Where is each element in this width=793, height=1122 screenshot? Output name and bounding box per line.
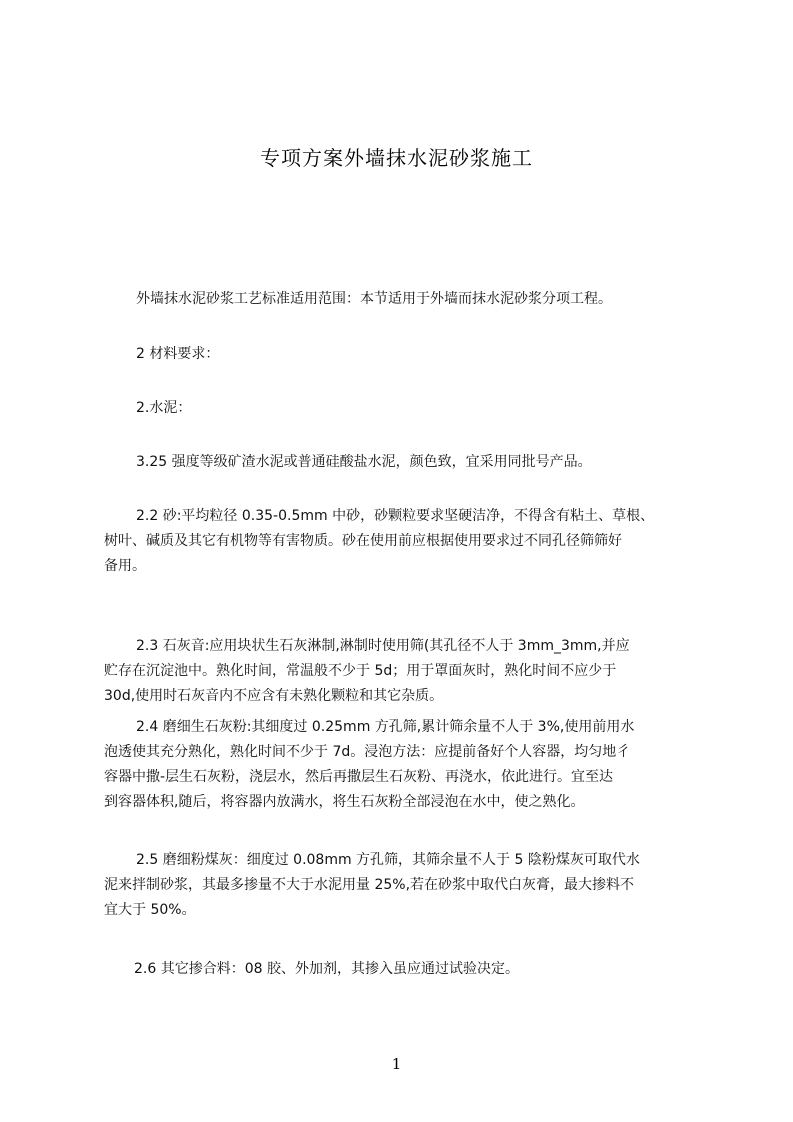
paragraph-line: 容器中撒-层生石灰粉，浇层水，然后再撒层生石灰粉、再浇水，依此进行。宜至达: [104, 769, 614, 785]
paragraph-line: 2.水泥：: [136, 400, 192, 416]
paragraph-line: 到容器体积,随后，将容器内放满水，将生石灰粉全部浸泡在水中，使之熟化。: [104, 794, 585, 810]
paragraph-line: 2 材料要求：: [136, 346, 220, 362]
paragraph-cement-spec: [136, 450, 756, 475]
paragraph-line: 泥来拌制砂浆，其最多掺量不大于水泥用量 25%,若在砂浆中取代白灰膏，最大掺料不: [104, 877, 635, 893]
paragraph-admixtures: [134, 957, 754, 982]
paragraph-line: 宜大于 50%。: [104, 902, 196, 918]
paragraph-material-requirements: [136, 342, 756, 367]
paragraph-line: 3.25 强度等级矿渣水泥或普通硅酸盐水泥，颜色致，宜采用同批号产品。: [136, 454, 592, 470]
paragraph-quicklime-powder: [104, 715, 724, 815]
paragraph-line: 备用。: [104, 558, 146, 574]
paragraph-line: 2.2 砂:平均粒径 0.35-0.5mm 中砂，砂颗粒要求坚硬洁净，不得含有粘土、草根、: [136, 508, 655, 524]
paragraph-line: 外墙抹水泥砂浆工艺标准适用范围：本节适用于外墙而抹水泥砂浆分项工程。: [136, 291, 612, 307]
paragraph-line: 2.6 其它掺合料：08 胶、外加剂，其掺入虽应通过试验决定。: [134, 961, 519, 977]
paragraph-line: 2.3 石灰音:应用块状生石灰淋制,淋制时使用筛(其孔径不人于 3mm_3mm,并应: [136, 638, 630, 654]
paragraph-line: 2.4 磨细生石灰粉:其细度过 0.25mm 方孔筛,累计筛余量不人于 3%,使用前用水: [136, 719, 635, 735]
paragraph-line: 30d,使用时石灰音内不应含有未熟化颗粒和其它杂质。: [104, 688, 444, 704]
paragraph-scope: [136, 287, 756, 312]
document-title: 专项方案外墙抹水泥砂浆施工: [260, 146, 533, 170]
paragraph-cement-heading: [136, 396, 756, 421]
paragraph-line: 泡透使其充分熟化，熟化时间不少于 7d。浸泡方法：应提前备好个人容器，均匀地彳: [104, 744, 631, 760]
paragraph-sand: [104, 504, 724, 579]
paragraph-line: 贮存在沉淀池中。熟化时间，常温般不少于 5d；用于罩面灰时，熟化时间不应少于: [104, 663, 617, 679]
paragraph-line: 2.5 磨细粉煤灰：细度过 0.08mm 方孔筛，其筛余量不人于 5 陰粉煤灰可取代水: [136, 852, 640, 868]
page-number: 1: [391, 1055, 402, 1073]
paragraph-fly-ash: [104, 848, 724, 923]
paragraph-lime-putty: [104, 634, 724, 709]
paragraph-line: 树叶、碱质及其它有机物等有害物质。砂在使用前应根据使用要求过不同孔径筛筛好: [104, 533, 622, 549]
